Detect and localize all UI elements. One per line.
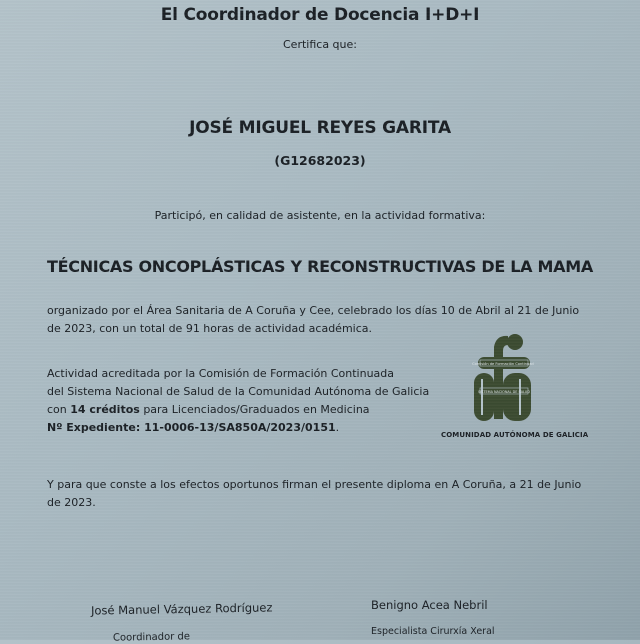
credits-suffix: para Licenciados/Graduados en Medicina <box>143 403 370 416</box>
certifies-label: Certifica que: <box>283 38 357 51</box>
course-title: TÉCNICAS ONCOPLÁSTICAS Y RECONSTRUCTIVAS DE LA MAMA <box>47 257 593 276</box>
signatory-1-name: José Manuel Vázquez Rodríguez <box>90 600 273 618</box>
accreditation-line-3 <box>47 401 429 419</box>
logo-caption: COMUNIDAD AUTÓNOMA DE GALICIA <box>441 431 589 439</box>
cfc-logo-icon <box>472 333 534 423</box>
logo-top-band-text: Comisión de Formación Continuada <box>472 361 534 366</box>
logo-mid-band-text: SISTEMA NACIONAL DE SALUD <box>478 389 530 394</box>
expediente-period: . <box>335 421 340 434</box>
accreditation-line-1: Actividad acreditada por la Comisión de Formación Continuada <box>47 367 395 380</box>
certificate-heading: El Coordinador de Docencia I+D+I <box>160 5 480 25</box>
signatory-1-role: Coordinador de <box>112 631 191 644</box>
credits-prefix: con <box>47 403 71 416</box>
participation-statement: Participó, en calidad de asistente, en la actividad formativa: <box>154 209 486 222</box>
signatory-2-role: Especialista Cirurxía Xeral <box>371 626 495 637</box>
credits-value: 14 créditos <box>70 403 140 416</box>
closing-line-1: Y para que conste a los efectos oportunos firman el presente diploma en A Coruña, a 21 de Junio <box>47 478 582 491</box>
accreditation-paragraph <box>47 365 429 437</box>
signatory-2-name: Benigno Acea Nebril <box>371 598 488 612</box>
organization-line-2: de 2023, con un total de 91 horas de actividad académica. <box>47 322 373 335</box>
organization-line-1: organizado por el Área Sanitaria de A Coruña y Cee, celebrado los días 10 de Abril al 21 de Junio <box>47 304 580 317</box>
expediente-line <box>47 419 429 437</box>
closing-paragraph <box>47 476 581 512</box>
cfc-logo <box>472 333 534 423</box>
expediente-number: Nº Expediente: 11-0006-13/SA850A/2023/0151 <box>47 421 336 434</box>
recipient-name: JOSÉ MIGUEL REYES GARITA <box>189 118 451 138</box>
closing-line-2: de 2023. <box>47 496 96 509</box>
recipient-code: (G12682023) <box>274 153 366 168</box>
accreditation-line-2: del Sistema Nacional de Salud de la Comunidad Autónoma de Galicia <box>47 385 430 398</box>
